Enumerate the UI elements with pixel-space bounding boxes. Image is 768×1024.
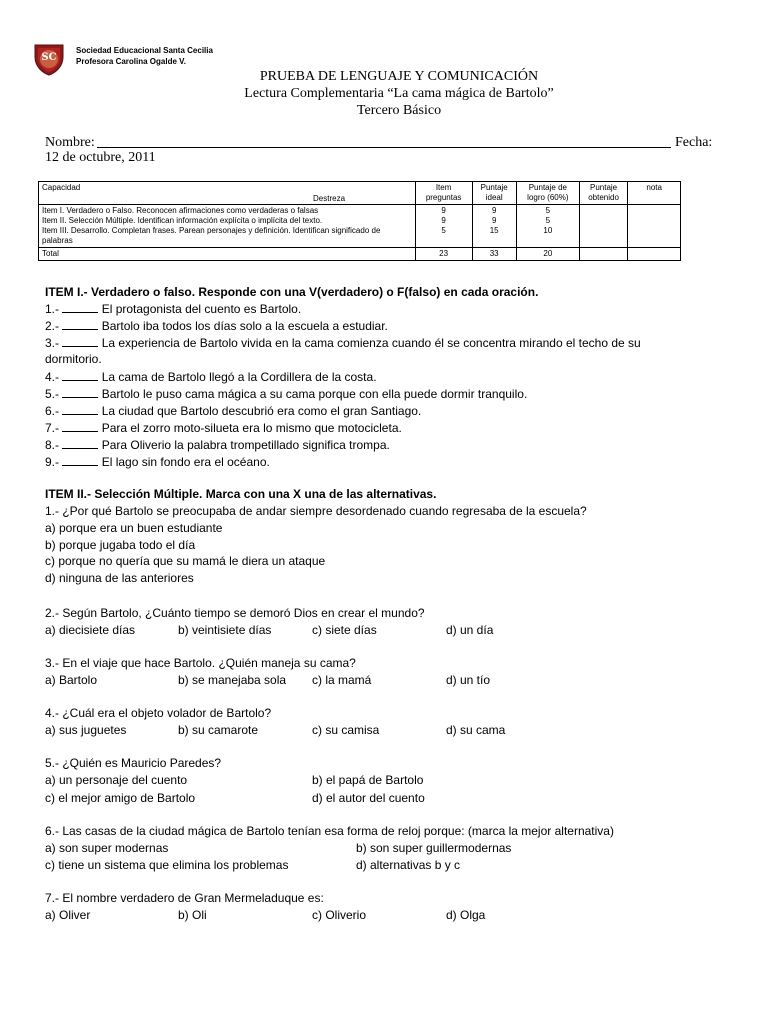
statement-number: 3.- bbox=[45, 336, 60, 350]
total-nota[interactable] bbox=[628, 248, 681, 261]
header-nota: nota bbox=[628, 182, 681, 205]
q4-option-c[interactable]: c) su camisa bbox=[312, 723, 380, 737]
nota-cell[interactable] bbox=[628, 205, 681, 248]
capacidad-label: Capacidad bbox=[42, 183, 81, 192]
items-cell bbox=[415, 205, 472, 248]
item1-title: ITEM I.- Verdadero o falso. Responde con una V(verdadero) o F(falso) en cada oración. bbox=[45, 285, 539, 299]
diagonal-divider bbox=[39, 182, 409, 206]
answer-blank[interactable] bbox=[62, 403, 98, 415]
q7-option-b[interactable]: b) Oli bbox=[178, 908, 207, 922]
name-field[interactable] bbox=[97, 147, 671, 148]
total-label: Total bbox=[39, 248, 416, 261]
logro-1: 5 bbox=[545, 206, 551, 215]
row-label-3: Item III. Desarrollo. Completan frases. Parean personajes y definición. Identifican significado de palabras bbox=[42, 226, 381, 245]
question-1: 1.- ¿Por qué Bartolo se preocupaba de andar siempre desordenado cuando regresaba de la escuela? bbox=[45, 504, 587, 518]
destreza-label: Destreza bbox=[313, 194, 346, 203]
q3-option-a[interactable]: a) Bartolo bbox=[45, 673, 98, 687]
items-1: 9 bbox=[441, 206, 446, 215]
q1-option-d[interactable]: d) ninguna de las anteriores bbox=[45, 571, 194, 585]
q2-option-a[interactable]: a) diecisiete días bbox=[45, 623, 136, 637]
list-item bbox=[45, 318, 388, 333]
items-2: 9 bbox=[441, 216, 446, 225]
q1-option-a[interactable]: a) porque era un buen estudiante bbox=[45, 521, 223, 535]
answer-blank[interactable] bbox=[62, 420, 98, 432]
statement-text: La ciudad que Bartolo descubrió era como el gran Santiago. bbox=[101, 404, 422, 418]
page-subtitle: Lectura Complementaria “La cama mágica de Bartolo” bbox=[244, 86, 554, 101]
obtenido-cell[interactable] bbox=[579, 205, 628, 248]
statement-text: La experiencia de Bartolo vivida en la cama comienza cuando él se concentra mirando el techo de su bbox=[101, 336, 641, 350]
q2-option-d[interactable]: d) un día bbox=[446, 623, 494, 637]
question-4: 4.- ¿Cuál era el objeto volador de Bartolo? bbox=[45, 706, 272, 720]
row-label-1: Item I. Verdadero o Falso. Reconocen afirmaciones como verdaderas o falsas bbox=[42, 206, 319, 215]
list-item bbox=[45, 369, 377, 384]
header-ideal: Puntaje ideal bbox=[472, 182, 516, 205]
logro-cell bbox=[516, 205, 579, 248]
date-value[interactable]: 12 de octubre, 2011 bbox=[45, 150, 156, 165]
row-label bbox=[39, 205, 416, 248]
grade-label: Tercero Básico bbox=[356, 103, 442, 118]
statement-text: dormitorio. bbox=[45, 352, 102, 366]
question-7: 7.- El nombre verdadero de Gran Mermeladuque es: bbox=[45, 891, 324, 905]
list-item bbox=[45, 437, 390, 452]
q7-option-d[interactable]: d) Olga bbox=[446, 908, 486, 922]
q6-option-c[interactable]: c) tiene un sistema que elimina los problemas bbox=[45, 858, 289, 872]
list-item bbox=[45, 403, 421, 418]
q7-option-a[interactable]: a) Oliver bbox=[45, 908, 91, 922]
statement-text: Para el zorro moto-silueta era lo mismo que motocicleta. bbox=[101, 421, 402, 435]
logro-2: 5 bbox=[545, 216, 551, 225]
ideal-1: 9 bbox=[491, 206, 497, 215]
statement-text: El lago sin fondo era el océano. bbox=[101, 455, 270, 469]
question-2: 2.- Según Bartolo, ¿Cuánto tiempo se demoró Dios en crear el mundo? bbox=[45, 606, 425, 620]
table-header-row bbox=[39, 182, 681, 205]
q1-option-c[interactable]: c) porque no quería que su mamá le diera un ataque bbox=[45, 554, 326, 568]
answer-blank[interactable] bbox=[62, 318, 98, 330]
statement-text: Bartolo le puso cama mágica a su cama porque con ella puede dormir tranquilo. bbox=[101, 387, 528, 401]
capacidad-destreza-cell bbox=[39, 182, 416, 205]
total-row bbox=[39, 248, 681, 261]
answer-blank[interactable] bbox=[62, 335, 98, 347]
header-logro: Puntaje de logro (60%) bbox=[516, 182, 579, 205]
question-6: 6.- Las casas de la ciudad mágica de Bartolo tenían esa forma de reloj porque: (marca la mejor alternativa) bbox=[45, 824, 614, 838]
question-3: 3.- En el viaje que hace Bartolo. ¿Quién maneja su cama? bbox=[45, 656, 356, 670]
ideal-3: 15 bbox=[489, 226, 499, 235]
name-label: Nombre: bbox=[45, 135, 95, 150]
answer-blank[interactable] bbox=[62, 386, 98, 398]
q2-option-c[interactable]: c) siete días bbox=[312, 623, 377, 637]
total-logro: 20 bbox=[516, 248, 579, 261]
list-item bbox=[45, 454, 270, 469]
q4-option-a[interactable]: a) sus juguetes bbox=[45, 723, 127, 737]
item2-title: ITEM II.- Selección Múltiple. Marca con una X una de las alternativas. bbox=[45, 487, 437, 501]
q5-option-d[interactable]: d) el autor del cuento bbox=[312, 791, 425, 805]
answer-blank[interactable] bbox=[62, 454, 98, 466]
statement-number: 6.- bbox=[45, 404, 60, 418]
statement-text: Para Oliverio la palabra trompetillado significa trompa. bbox=[101, 438, 390, 452]
q6-option-a[interactable]: a) son super modernas bbox=[45, 841, 169, 855]
answer-blank[interactable] bbox=[62, 301, 98, 313]
statement-number: 9.- bbox=[45, 455, 60, 469]
ideal-cell bbox=[472, 205, 516, 248]
statement-text: El protagonista del cuento es Bartolo. bbox=[101, 302, 302, 316]
statement-number: 8.- bbox=[45, 438, 60, 452]
statement-text: Bartolo iba todos los días solo a la escuela a estudiar. bbox=[101, 319, 388, 333]
answer-blank[interactable] bbox=[62, 369, 98, 381]
q5-option-b[interactable]: b) el papá de Bartolo bbox=[312, 773, 424, 787]
q4-option-b[interactable]: b) su camarote bbox=[178, 723, 259, 737]
q3-option-c[interactable]: c) la mamá bbox=[312, 673, 372, 687]
list-item bbox=[45, 420, 402, 435]
list-item-continuation bbox=[45, 352, 102, 366]
q1-option-b[interactable]: b) porque jugaba todo el día bbox=[45, 538, 196, 552]
capacity-table bbox=[38, 181, 681, 261]
q3-option-d[interactable]: d) un tío bbox=[446, 673, 491, 687]
q6-option-b[interactable]: b) son super guillermodernas bbox=[356, 841, 512, 855]
statement-number: 2.- bbox=[45, 319, 60, 333]
teacher-name: Profesora Carolina Ogalde V. bbox=[76, 57, 186, 66]
list-item bbox=[45, 386, 527, 401]
header-items: Item preguntas bbox=[415, 182, 472, 205]
q4-option-d[interactable]: d) su cama bbox=[446, 723, 506, 737]
school-name: Sociedad Educacional Santa Cecilia bbox=[76, 46, 213, 55]
q6-option-d[interactable]: d) alternativas b y c bbox=[356, 858, 461, 872]
statement-number: 7.- bbox=[45, 421, 60, 435]
statement-number: 4.- bbox=[45, 370, 60, 384]
logo-text: SC bbox=[41, 52, 57, 63]
q2-option-b[interactable]: b) veintisiete días bbox=[178, 623, 272, 637]
q3-option-b[interactable]: b) se manejaba sola bbox=[178, 673, 287, 687]
header-obtenido: Puntaje obtenido bbox=[579, 182, 628, 205]
q5-option-a[interactable]: a) un personaje del cuento bbox=[45, 773, 188, 787]
answer-blank[interactable] bbox=[62, 437, 98, 449]
q7-option-c[interactable]: c) Oliverio bbox=[312, 908, 367, 922]
statement-number: 5.- bbox=[45, 387, 60, 401]
logro-3: 10 bbox=[543, 226, 553, 235]
total-ideal: 33 bbox=[472, 248, 516, 261]
q5-option-c[interactable]: c) el mejor amigo de Bartolo bbox=[45, 791, 196, 805]
row-label-2: Item II. Selección Múltiple. Identifican información explícita o implícita del texto. bbox=[42, 216, 323, 225]
table-row bbox=[39, 205, 681, 248]
total-obtenido[interactable] bbox=[579, 248, 628, 261]
total-items: 23 bbox=[415, 248, 472, 261]
items-3: 5 bbox=[441, 226, 446, 235]
statement-number: 1.- bbox=[45, 302, 60, 316]
statement-text: La cama de Bartolo llegó a la Cordillera de la costa. bbox=[101, 370, 377, 384]
list-item bbox=[45, 301, 301, 316]
ideal-2: 9 bbox=[491, 216, 497, 225]
date-label: Fecha: bbox=[675, 135, 713, 150]
page-title: PRUEBA DE LENGUAJE Y COMUNICACIÓN bbox=[259, 69, 539, 84]
question-5: 5.- ¿Quién es Mauricio Paredes? bbox=[45, 756, 222, 770]
list-item bbox=[45, 335, 641, 350]
